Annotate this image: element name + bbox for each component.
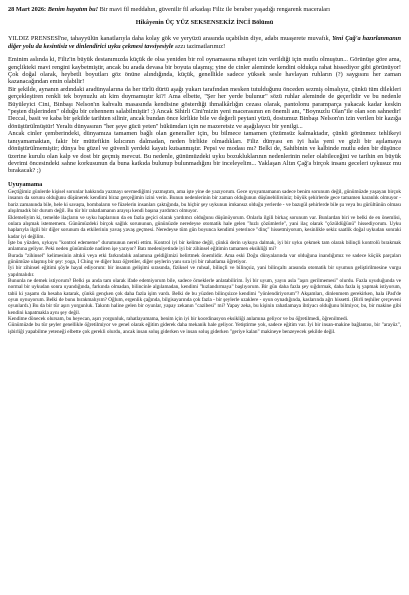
body-paragraph: Bununla ne demek istiyorum? Belki şu anda tam olarak ifade edemiyorum bile, sadece örneklerle anlatabilirim. İyi bir uyum, yayın asla "aşırı gerilmemesi" olurdu. Fazla uyuduğunda ve normal bir uykudan sonra uyandığında, farkında olmadan, bilincinle algılamadan, kendimi "hızlandırmaya" başlıyorum. Bir gün daha fazla şey sığdırmak, daha fazla iş yapmak istiyorum, tabii ki yaşamı da hesaba katarak, çünkü gençken çok daha fazla işim vardı. Belki de bu yüzden bilinçsizce kendimi "yönlendiriyorum"? Akşamları, dinlenmem gerekirken, hala iPad'de oyun oynuyorum. Belki de bunu bırakmalıyım? Oğlum, ergenlik çağında, bilgisayarında çok fazla - bir şeylerle uzaklere - oyun oynadığında, kaslarında ağrı hissetti. (Birli teşhiler çerçeveni oyunlardı.) Bu da bir tür aşırı yorgunluk. Takıntı haline gelen bir oyunlar, yapay zekanın "cazibesi" mi? Yapay zeka, bu kişinin rahatlamaya ihtiyacı olduğunu bilmiyor, bu, bir makine gibi kendini kapatmakla aynı şey değil. — [8, 277, 401, 316]
body-paragraph: Geçtiğimiz günlerde kişisel sorunlar hakkında yazmayı sevmediğimi yazmıştım, ama işte yine de yazıyorum. Gece uyuyamamanın sadece benim sorunum değil, günümüzde yaşayan birçok insanın da sorunu olduğunu düşünerek kendimi biraz gerçeğimin izini verin. Bunun nedenlerinin bir zaman olduğunun düşünebilirsiniz; büyük şehirlerde gece tamamen karanlık olmuyor - bariz zamanında bile, hele ki savaşta, bombaların ve füzelerin insanları çaktığında, bu hiçbir şey uykunun imkansız olduğu yerlerde - ve bazıgül şehirlerde bile şu veya bu gürültünün olması alışılmadık bir durum değil. Bu tür bir rahatlamanın arayışı kendi başına yardımcı olmuyor. — [8, 189, 401, 215]
greeting-bold: Yeni Çağ'a hazırlanmanın diğer yolu da kesintisiz ve dinlendirici uyku çekmesi tavsiyesiyle — [8, 35, 401, 50]
body-paragraph: Eklemeliyim ki, temelde ilaçların ve uyku haplarının da en fazla geçici olarak yardımcı olduğunu düşünüyorum. Onlarla ilgili birkaç sorunum var. Bunlardan biri ve belki de en önemlisi, onlara alışmak istememem. Günümüzdeki birçok sağlık sorununun, gününüzde neredeyse otomatik hale gelen "hızlı çözümlerle", yani ilaç olarak "çözüldüğünü" hissediyorum. Uyku haplarıyla ilgili bir diğer sorunum da etkilerinin yavaş yavaş geçmesi. Neredeyse tüm gün boyunca kendimi yeterince "dinç" hissetmiyorum, kesinlikle sekiz saatlik doğal uykudan sonraki kadar iyi değilim. — [8, 214, 401, 240]
paragraph-3: Ancak cinler çemberindeki, dünyamıza tamamen bağlı olan generaller için, bu bilmece tamamen çözümsüz kalmaktadır, çünkü görünmez tehlikeyi tanıyamamaktan, fakir bir müttefikin kılıcının dalmadan, neden birlikte olmadıkları. Filiz dünyası en iyi hala yeni ve gizli bir aşılamaya dönüştürülmemiştir; dünya bu güzel ve güvenli yerdeki kayatı kutsanmıştır. Pepsi ve modası mı? Belki de, Sahibinin ve kalbinde mutlu eden bir düşünce üzerine kurulu olan kalp ve dost bir geçmiş mevcut. Bu nedenle, günümüzdeki uyku bozukluklarının nedenlerinin neler olabileceğini ve tarihin en büyük devrimi öncesindeki sahne korkusunun da buna katkıda bulunup bulunmadığını bir inceleyelim... Yaklaşan Altın Çağ'a birçok insanı geceleri uykusuz mu bırakacak? ;) — [8, 130, 401, 175]
body-paragraph: Kendime dönecek olursam, bu heyecan, aşırı yorgunluk, rahatlayamama, benim için iyi bir koordinasyon eksikliği anlamına geliyor ve bu öğretilmedi, öğrenilmedi. — [8, 316, 349, 322]
greeting-text: YILDIZ PRENSESİ'ne, tahayyülün kanatlarıyla daha kolay gök ve yeryüzü arasında uçabilsin diye, adabı muaşerete muvafık, — [8, 35, 333, 43]
greeting-end: azzı tazimatlarımız! — [173, 42, 226, 50]
body-paragraph: Günümüzde bu tür şeyler genellikle öğretilmiyor ve genel olarak eğitim giderek daha mekanik hale geliyor. Yetiştirme yok, sadece eğitim var. İyi bir insan-makine bağlantısı, bir "arayüz", işbirliği yapabilme yeteneği elbette çok gerekli olurdu, ancak insan soluş giderken ve insan soluş giderken "geriye kalan" makineye benzeyecek şekilde değil. — [8, 322, 401, 335]
paragraph-1: Eminim aslında ki, Filiz'in büyük destanımızda küçük de olsa yeniden bir rol oynamasına nihayet izin verildiği için mutlu olmuştun... Görünüşe göre ama, gençlikteki mavi rengini kaybetmiştir, ancak bu arada devasa bir boyuta ulaşmış; yine de cinler aleminde kendini oldukça rahat hissediyor gibi görünüyor! Çok doğal olarak, heybetli boyutları göz önüne alındığında, küçük, genellikle sadece yüksek sesle havlayan ruhların (?) saygısını her zaman kazanacağından emin olabilir! — [8, 56, 401, 86]
header-line — [8, 6, 401, 13]
header-tagline: Benim hayatım bu! — [47, 6, 99, 13]
section-heading: Uyuyamama — [8, 180, 43, 188]
greeting-paragraph — [8, 35, 401, 50]
body-paragraph: Burada "zihinsel" kelimesinin altıkü veya etki farkındalık anlamına geldiğimizi belirtmek önemlidir. Ama eski Doğu dünyalarında var olduğuna inandığımız ve sadece küçük parçaları günümüze ulaşmış bir şey: yoga, I Ching ve diğer bazı öğretiler, diğer şeylerin yanı sıra iyi bir rahatlama öğretiyor. — [8, 252, 401, 265]
body-paragraph: İşte bu yüzden, uykuyu "kontrol edememe" durumunun nereli ettim. Kontrol iyi bir kelime değil, çünkü derin uykuya dalmak, iyi bir uyku çekmek tam olarak bilinçli kontrolü bırakmak anlamına geliyor. Peki neden günümüzde nadiren işe yarıyor? Batı medeniyetinde iyi bir zihinsel eğitimin tamamen eksikliği mi? — [8, 239, 401, 253]
body-paragraph: İyi bir zihinsel eğitimi şöyle hayal ediyorum: bir insanın gelişimi sırasında, fiziksel ve ruhsal, bilinçli ve bilinçsiz, yani bilinçaltı arasında otomatik bir uyumun geliştirilmesine vurgu yapılmalıdır. — [8, 265, 401, 278]
header-date: 28 Mart 2026: — [8, 6, 48, 13]
episode-title: Hikâyenin ÜÇ YÜZ SEKSENSEKİZ İNCİ Bölümü — [135, 19, 274, 27]
paragraph-2: Bir şekilde, aynanın ardındaki aradünyalarına da her türlü dürtü aşağı yukarı tarafından mesken tutulduğunu önceden sezmiş olmalıyız, çünkü tüm dilekleri gerçekleştiren renkli tek boynuzlu atı kim duymamıştır ki?! Ama elbette, "Şer her yerde bulunur" sözü ruhlar aleminde de geçerlidir ve bu nedenle Büyüleyici Cini, Binbaşı Nelson'ın kahvaltı masasında kendisine gösterdiği ihmalkârlığın cezası olarak, pantolonu paramparça yakacak kadar keskin "peşten dişlerinden" olduğu bir cehennem salabilmiştir! :) Ancak Sihirli Cini'mizin yeni macerasının en önemli anı, "Boynuzlu Olan"ile olan son sahnedir! Deccal, basit ve kaba bir şekilde tarihten silinir, ancak bundan önce kirlikte bile ve değerli peytani yüzü, dostumuz Binbaşı Nelson'ın izin verilen bir kazığa dönüştürülmüştür! Yeraltı dünyasının "her şeye gücü yeten" hükümdarı için ne mazeretsiz ve aşağılayıcı bir yenilgi... — [8, 85, 401, 130]
header-intro: Bir mavi fil meddahın, güvenilir fil arkadaşı Filiz ile beraber yaşadığı rengarenk maceraları — [98, 6, 330, 13]
